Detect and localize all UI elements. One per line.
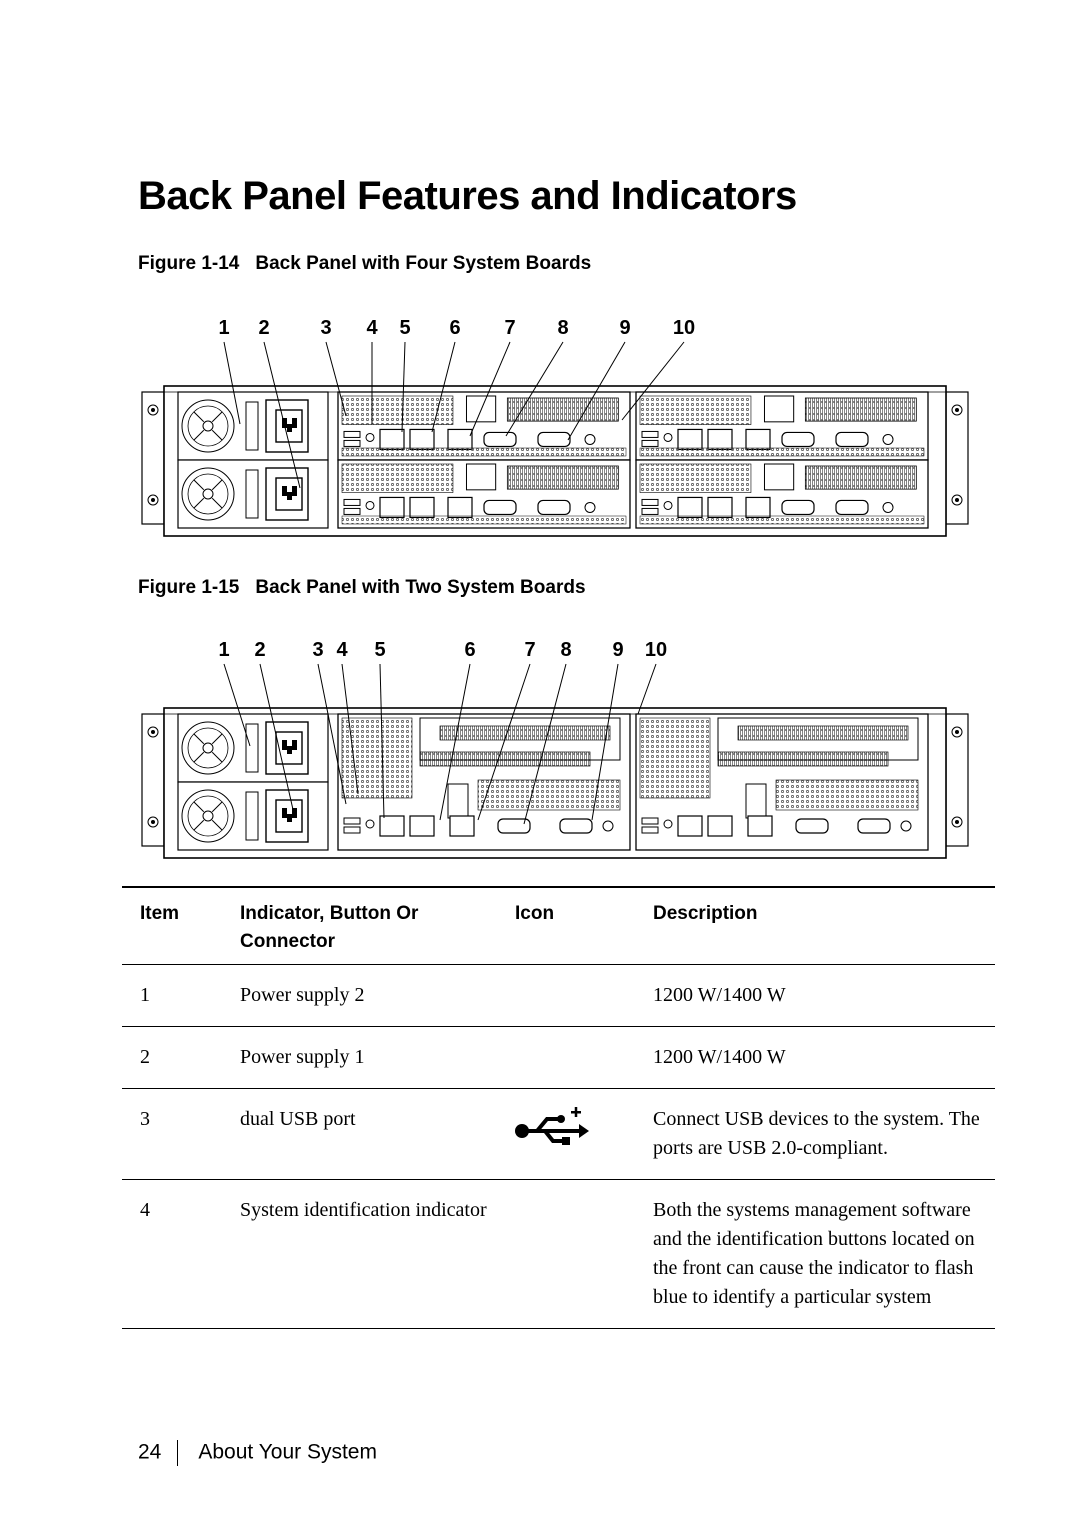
header-description: Description: [653, 903, 758, 924]
management-port: [448, 497, 472, 517]
callout-label-5: 5: [399, 317, 411, 339]
id-indicator: [366, 501, 374, 509]
vent-mesh: [342, 718, 412, 798]
power-button: [585, 502, 595, 512]
usb-port: [344, 508, 360, 514]
lan-port: [708, 816, 732, 836]
header-indicator: Indicator, Button Or Connector: [240, 903, 419, 952]
cell-indicator: System identification indicator: [240, 1199, 487, 1221]
usb-port: [642, 508, 658, 514]
management-port: [748, 816, 772, 836]
chassis: [142, 708, 968, 858]
ac-pin: [282, 740, 287, 750]
figure-caption-1-15: [138, 577, 586, 599]
callout-label-3: 3: [320, 317, 332, 339]
latch: [448, 784, 468, 818]
callout-label-8: 8: [560, 639, 572, 661]
cell-icon: [497, 1089, 635, 1180]
pcie-slot: [738, 726, 908, 740]
vent-mesh: [342, 464, 453, 493]
cell-item: 1: [140, 984, 150, 1006]
serial-port: [782, 432, 814, 446]
cell-icon: [497, 965, 635, 1027]
id-indicator: [366, 820, 374, 828]
table-row: [122, 965, 995, 1027]
vent-mesh: [640, 464, 751, 493]
lan-port: [410, 816, 434, 836]
cell-description: 1200 W/1400 W: [653, 984, 786, 1006]
serial-port: [782, 500, 814, 514]
management-port: [746, 497, 770, 517]
id-indicator: [664, 820, 672, 828]
vent-mesh: [342, 396, 453, 425]
callout-label-9: 9: [612, 639, 624, 661]
callout-label-8: 8: [557, 317, 569, 339]
table-header-row: [122, 887, 995, 965]
cell-indicator: dual USB port: [240, 1108, 356, 1130]
fan-hub: [203, 489, 213, 499]
vent-strip: [640, 516, 924, 524]
vent-mesh: [640, 718, 710, 798]
callout-label-10: 10: [644, 639, 668, 661]
lan-port: [380, 429, 404, 449]
lan-port: [410, 429, 434, 449]
usb-port: [642, 827, 658, 833]
callout-label-1: 1: [218, 317, 230, 339]
cell-icon: [497, 1027, 635, 1089]
screw-center: [955, 408, 959, 412]
screw-center: [151, 498, 155, 502]
pcie-slot: [440, 726, 610, 740]
lan-port: [678, 816, 702, 836]
cell-item: 4: [140, 1199, 150, 1221]
pcie-slot: [805, 466, 916, 489]
vent-strip: [342, 448, 626, 456]
management-port: [448, 429, 472, 449]
ac-pin: [292, 486, 297, 496]
fan-hub: [203, 421, 213, 431]
back-panel-diagram: [140, 312, 970, 537]
cell-icon: [497, 1180, 635, 1329]
usb-icon: [511, 1107, 591, 1151]
footer-section: About Your System: [198, 1440, 377, 1464]
usb-port: [344, 827, 360, 833]
screw-center: [151, 820, 155, 824]
vent-mesh: [776, 780, 918, 810]
screw-center: [955, 730, 959, 734]
figure-back-panel-two-boards: [140, 634, 970, 859]
usb-port: [344, 431, 360, 437]
power-button: [603, 821, 613, 831]
usb-port: [642, 440, 658, 446]
table-row: [122, 1027, 995, 1089]
callout-label-4: 4: [336, 639, 348, 661]
ac-pin: [287, 424, 292, 432]
header-icon: Icon: [515, 903, 555, 924]
power-button: [883, 502, 893, 512]
callout-label-6: 6: [449, 317, 461, 339]
ac-pin: [287, 746, 292, 754]
table-row: [122, 1089, 995, 1180]
figure-number: Figure 1-14: [138, 253, 240, 274]
page-number: 24: [138, 1440, 162, 1464]
callout-label-4: 4: [366, 317, 378, 339]
lan-port: [410, 497, 434, 517]
vent-strip: [342, 516, 626, 524]
page-footer: [138, 1440, 377, 1466]
vga-port: [538, 500, 570, 514]
callout-label-7: 7: [504, 317, 516, 339]
lan-port: [678, 497, 702, 517]
ac-pin: [292, 418, 297, 428]
ac-pin: [292, 740, 297, 750]
usb-port: [344, 818, 360, 824]
lan-port: [708, 497, 732, 517]
callout-label-2: 2: [254, 639, 266, 661]
callout-label-5: 5: [374, 639, 386, 661]
cell-indicator: Power supply 2: [240, 984, 365, 1006]
power-button: [901, 821, 911, 831]
cell-item: 2: [140, 1046, 150, 1068]
callout-line: [638, 664, 656, 714]
table-row: [122, 1180, 995, 1329]
callout-label-9: 9: [619, 317, 631, 339]
serial-port: [796, 819, 828, 833]
vga-port: [560, 819, 592, 833]
screw-center: [151, 408, 155, 412]
fan-hub: [203, 743, 213, 753]
ac-pin: [282, 486, 287, 496]
usb-port: [642, 431, 658, 437]
figure-number: Figure 1-15: [138, 577, 240, 598]
pcie-slot: [805, 398, 916, 421]
callout-label-2: 2: [258, 317, 270, 339]
serial-port: [484, 500, 516, 514]
screw-center: [955, 498, 959, 502]
power-button: [585, 434, 595, 444]
id-indicator: [366, 433, 374, 441]
header-item: Item: [140, 903, 180, 924]
id-indicator: [664, 433, 672, 441]
latch: [764, 464, 793, 490]
serial-port: [484, 432, 516, 446]
screw-center: [955, 820, 959, 824]
usb-port: [344, 499, 360, 505]
management-port: [450, 816, 474, 836]
cell-description: Connect USB devices to the system. The ports are USB 2.0-compliant.: [653, 1108, 980, 1159]
vga-port: [836, 500, 868, 514]
callout-label-1: 1: [218, 639, 230, 661]
figure-back-panel-four-boards: [140, 312, 970, 537]
callout-label-3: 3: [312, 639, 324, 661]
figure-title: Back Panel with Four System Boards: [255, 253, 592, 274]
lan-port: [380, 816, 404, 836]
usb-port: [642, 499, 658, 505]
pcie-slot: [718, 752, 888, 766]
vga-port: [858, 819, 890, 833]
latch: [466, 464, 495, 490]
callout-label-10: 10: [672, 317, 696, 339]
vent-mesh: [640, 396, 751, 425]
page-title: Back Panel Features and Indicators: [138, 174, 797, 218]
fan-hub: [203, 811, 213, 821]
lan-port: [678, 429, 702, 449]
footer-divider: [177, 1440, 178, 1466]
vent-mesh: [478, 780, 620, 810]
back-panel-diagram: [140, 634, 970, 859]
ac-pin: [287, 492, 292, 500]
features-table: [122, 886, 995, 1329]
figure-title: Back Panel with Two System Boards: [255, 577, 586, 598]
callout-label-7: 7: [524, 639, 536, 661]
vga-port: [836, 432, 868, 446]
latch: [746, 784, 766, 818]
usb-port: [344, 440, 360, 446]
management-port: [746, 429, 770, 449]
pcie-slot: [420, 752, 590, 766]
figure-caption-1-14: [138, 253, 591, 275]
id-indicator: [664, 501, 672, 509]
screw-center: [151, 730, 155, 734]
ac-pin: [282, 808, 287, 818]
pcie-slot: [507, 466, 618, 489]
cell-description: Both the systems management software and the identification buttons located on the front can cause the indicator to flash blue to identify a particular system: [653, 1199, 975, 1308]
usb-port: [642, 818, 658, 824]
cell-description: 1200 W/1400 W: [653, 1046, 786, 1068]
cell-indicator: Power supply 1: [240, 1046, 365, 1068]
lan-port: [708, 429, 732, 449]
vent-strip: [640, 448, 924, 456]
callout-label-6: 6: [464, 639, 476, 661]
cell-item: 3: [140, 1108, 150, 1130]
latch: [764, 396, 793, 422]
vga-port: [538, 432, 570, 446]
pcie-slot: [507, 398, 618, 421]
lan-port: [380, 497, 404, 517]
power-button: [883, 434, 893, 444]
chassis: [142, 386, 968, 536]
ac-pin: [287, 814, 292, 822]
